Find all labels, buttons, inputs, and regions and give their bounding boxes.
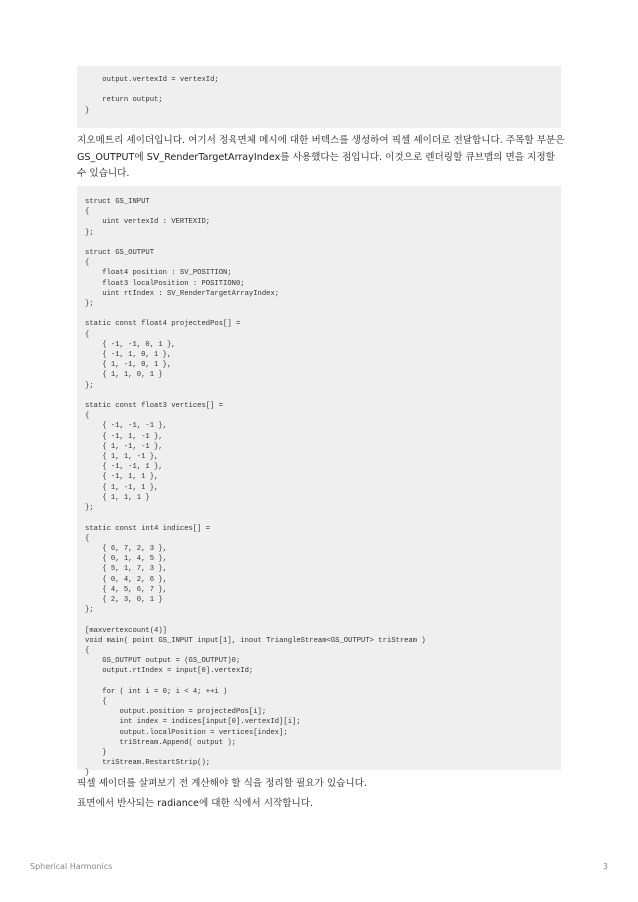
footer-page-number: 3 [602,862,608,871]
footer-document-title: Spherical Harmonics [30,862,113,871]
code-block-geometry-shader: struct GS_INPUT { uint vertexId : VERTEXID; }; struct GS_OUTPUT { float4 position : SV_POSITION; float3 localPosition : POSITION0; uint rtIndex : SV_RenderTargetArrayIndex; }; static const float4 projectedPos[] = { { -1, -1, 0, 1 }, { -1, 1, 0, 1 }, { 1, -1, 0, 1 }, { 1, 1, 0, 1 } }; static const float3 vertices[] = { { -1, -1, -1 }, { -1, 1, -1 }, { 1, -1, -1 }, { 1, 1, -1 }, { -1, -1, 1 }, { -1, 1, 1 }, { 1, -1, 1 }, { 1, 1, 1 } }; static const int4 indices[] = { { 6, 7, 2, 3 }, { 0, 1, 4, 5 }, { 5, 1, 7, 3 }, { 0, 4, 2, 6 }, { 4, 5, 6, 7 }, { 2, 3, 0, 1 } }; [maxvertexcount(4)] void main( point GS_INPUT input[1], inout TriangleStream<GS_OUTPUT> triStream ) { GS_OUTPUT output = (GS_OUTPUT)0; output.rtIndex = input[0].vertexId; for ( int i = 0; i < 4; ++i ) { output.position = projectedPos[i]; int index = indices[input[0].vertexId][i]; output.localPosition = vertices[index]; triStream.Append( output ); } triStream.RestartStrip(); } [77,186,561,770]
paragraph-pixel-shader-intro: 픽셀 셰이더를 살펴보기 전 계산해야 할 식을 정리할 필요가 있습니다. [77,778,367,789]
paragraph-radiance-intro: 표면에서 반사되는 radiance에 대한 식에서 시작합니다. [77,798,314,809]
code-block-vertex-shader-end: output.vertexId = vertexId; return output; } [77,66,561,128]
paragraph-geometry-shader-intro: 지오메트리 셰이더입니다. 여기서 정육면체 메시에 대한 버텍스를 생성하여 픽셀 셰이더로 전달합니다. 주목할 부분은 GS_OUTPUT에 SV_RenderTargetArrayIndex를 사용했다는 점입니다. 이것으로 렌더링할 큐브맵의 면을 지정할 수 있습니다. [77,135,565,179]
